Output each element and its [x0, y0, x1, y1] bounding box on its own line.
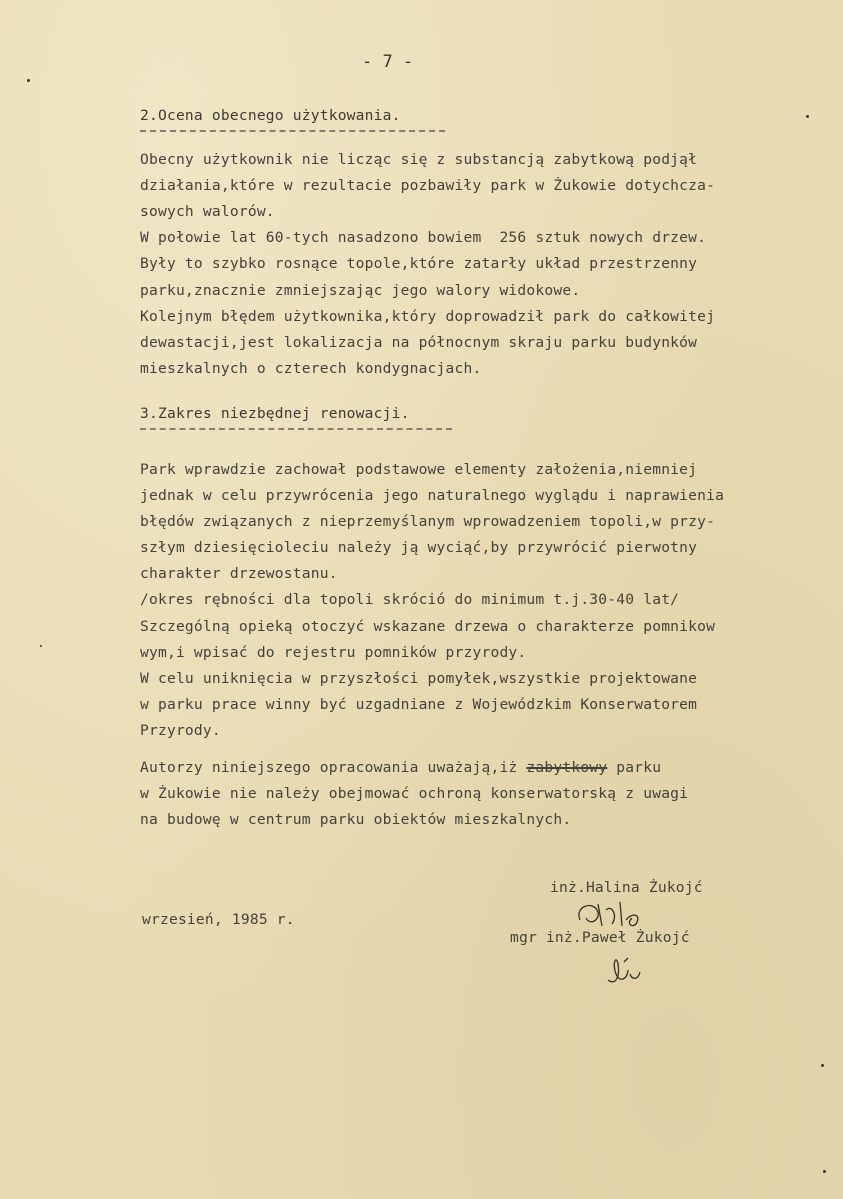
section-2-line: działania,które w rezultacie pozbawiły park w Żukowie dotychcza- — [140, 177, 716, 194]
paper-speck — [823, 1170, 826, 1173]
section-2-line: Obecny użytkownik nie licząc się z substancją zabytkową podjął — [140, 151, 698, 168]
section-2-line: parku,znacznie zmniejszając jego walory widokowe. — [140, 282, 581, 299]
section-3-line: na budowę w centrum parku obiektów mieszkalnych. — [140, 811, 572, 828]
section-2-heading: 2.Ocena obecnego użytkowania. — [140, 107, 401, 124]
document-date: wrzesień, 1985 r. — [142, 911, 295, 928]
section-3-line: Park wprawdzie zachował podstawowe elementy założenia,niemniej — [140, 461, 698, 478]
section-3-line: jednak w celu przywrócenia jego naturalnego wyglądu i naprawienia — [140, 487, 725, 504]
section-2-line: Kolejnym błędem użytkownika,który doprowadził park do całkowitej — [140, 308, 716, 325]
section-3-line — [140, 758, 661, 778]
author-2: mgr inż.Paweł Żukojć — [510, 929, 690, 946]
paper-speck — [40, 645, 42, 647]
section-3-heading: 3.Zakres niezbędnej renowacji. — [140, 405, 410, 422]
section-3-line: Szczególną opieką otoczyć wskazane drzewa o charakterze pomnikow — [140, 618, 716, 635]
section-3-line: w parku prace winny być uzgadniane z Wojewódzkim Konserwatorem — [140, 696, 698, 713]
section-2-line: Były to szybko rosnące topole,które zatarły układ przestrzenny — [140, 255, 698, 272]
section-3-line: błędów związanych z nieprzemyślanym wprowadzeniem topoli,w przy- — [140, 513, 716, 530]
section-2-line: sowych walorów. — [140, 203, 275, 220]
section-3-line: charakter drzewostanu. — [140, 565, 338, 582]
author-1: inż.Halina Żukojć — [550, 879, 703, 896]
line-text-end: parku — [607, 759, 662, 776]
section-2-underline — [140, 130, 445, 132]
struck-out-word: zabytkowy — [526, 759, 608, 776]
paper-speck — [27, 79, 30, 82]
paper-speck — [806, 115, 809, 118]
paper-speck — [821, 1064, 824, 1067]
section-3-underline — [140, 428, 452, 430]
section-3-line: Przyrody. — [140, 722, 221, 739]
section-2-line: mieszkalnych o czterech kondygnacjach. — [140, 360, 482, 377]
section-2-line: W połowie lat 60-tych nasadzono bowiem 256 sztuk nowych drzew. — [140, 229, 707, 246]
section-3-line: W celu uniknięcia w przyszłości pomyłek,wszystkie projektowane — [140, 670, 698, 687]
section-3-line: /okres rębności dla topoli skróció do minimum t.j.30-40 lat/ — [140, 591, 680, 608]
section-3-line: szłym dziesięcioleciu należy ją wyciąć,by przywrócić pierwotny — [140, 539, 698, 556]
section-3-line: wym,i wpisać do rejestru pomników przyrody. — [140, 644, 527, 661]
line-text: Autorzy niniejszego opracowania uważają,iż — [140, 759, 527, 776]
signature-2-icon — [602, 950, 652, 990]
section-3-line: w Żukowie nie należy obejmować ochroną konserwatorską z uwagi — [140, 785, 689, 802]
section-2-line: dewastacji,jest lokalizacja na północnym skraju parku budynków — [140, 334, 698, 351]
page-number: - 7 - — [362, 52, 414, 72]
signature-1-icon — [572, 896, 662, 936]
